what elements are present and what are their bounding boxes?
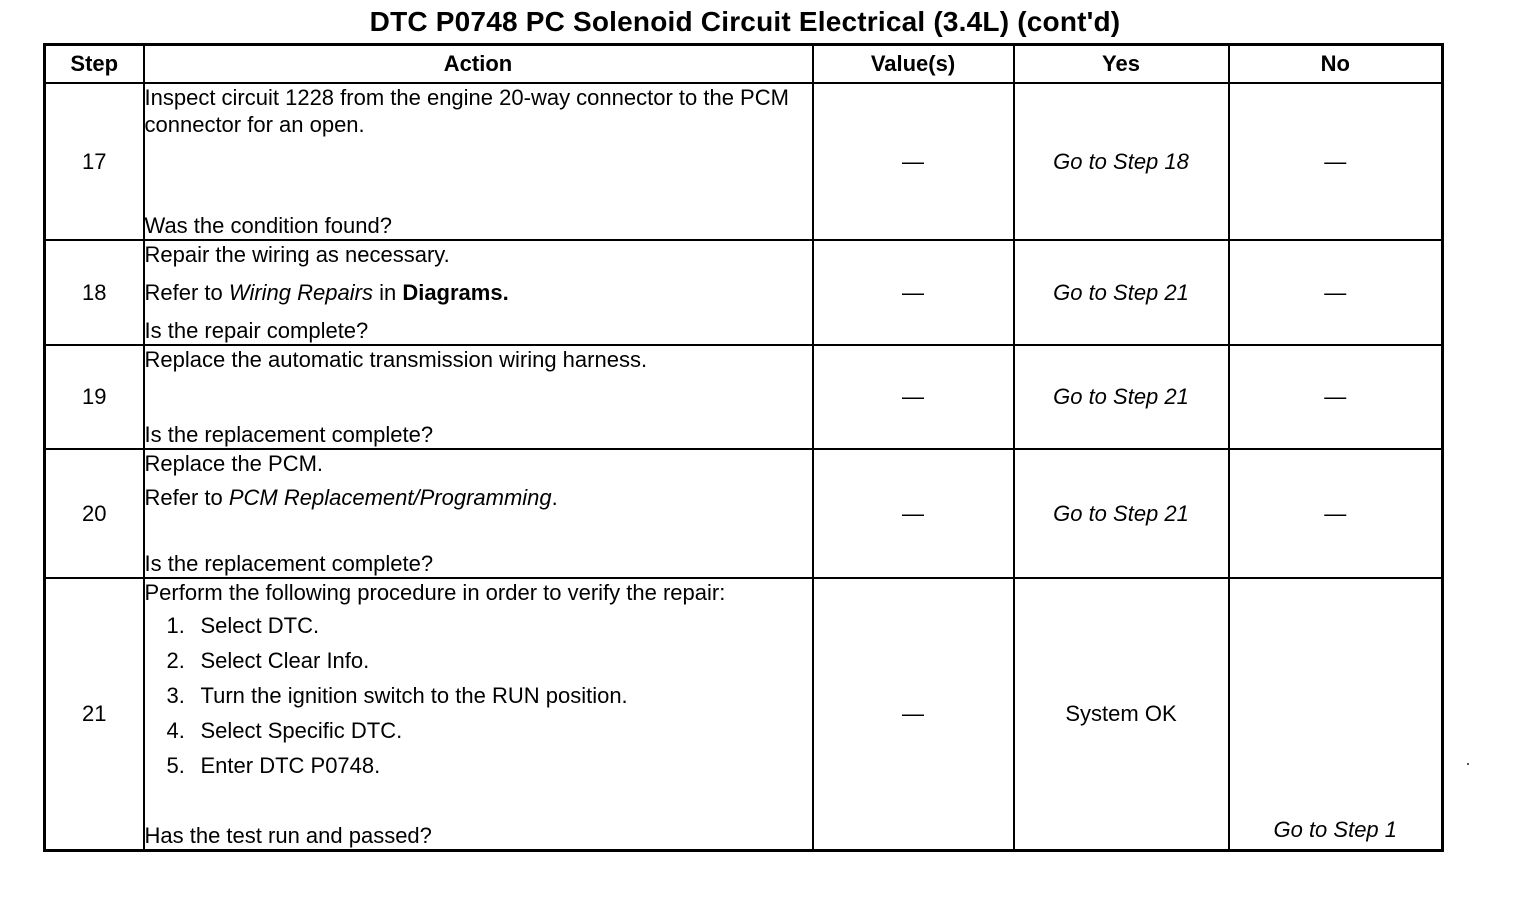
action-cell xyxy=(144,240,813,345)
table-row-step-20 xyxy=(45,449,1443,578)
header-action: Action xyxy=(144,45,813,84)
yes-link[interactable]: Go to Step 21 xyxy=(1014,240,1229,345)
step-number: 19 xyxy=(45,345,144,449)
table-row-step-21 xyxy=(45,578,1443,850)
list-item: 3. Turn the ignition switch to the RUN position. xyxy=(166,683,628,708)
action-cell xyxy=(144,449,813,578)
value-cell: — xyxy=(813,578,1014,850)
table-row-step-19 xyxy=(45,345,1443,449)
value-cell: — xyxy=(813,240,1014,345)
yes-link[interactable]: Go to Step 18 xyxy=(1014,83,1229,240)
table-header-row xyxy=(45,45,1443,84)
list-item: 5. Enter DTC P0748. xyxy=(166,753,381,778)
refer-link[interactable]: Wiring Repairs xyxy=(228,280,373,305)
no-cell: — xyxy=(1229,345,1443,449)
procedure-list xyxy=(145,612,812,779)
table-row-step-18 xyxy=(45,240,1443,345)
action-question: Was the condition found? xyxy=(144,213,392,238)
yes-result: System OK xyxy=(1014,578,1229,850)
no-cell: — xyxy=(1229,449,1443,578)
value-cell: — xyxy=(813,449,1014,578)
page-title: DTC P0748 PC Solenoid Circuit Electrical (3.4L) (cont'd) xyxy=(369,6,1121,37)
table-row-step-17 xyxy=(45,83,1443,240)
step-number: 20 xyxy=(45,449,144,578)
yes-link[interactable]: Go to Step 21 xyxy=(1014,345,1229,449)
action-text: Perform the following procedure in order to verify the repair: xyxy=(144,580,726,605)
action-refer: Refer to Wiring Repairs in Diagrams. xyxy=(144,280,509,305)
list-item: 4. Select Specific DTC. xyxy=(166,718,403,743)
action-cell xyxy=(144,345,813,449)
action-text: Replace the PCM. xyxy=(144,451,324,476)
no-cell: — xyxy=(1229,83,1443,240)
header-step: Step xyxy=(45,45,144,84)
action-text: Replace the automatic transmission wiring harness. xyxy=(144,347,648,372)
header-yes: Yes xyxy=(1014,45,1229,84)
list-item: 2. Select Clear Info. xyxy=(166,648,370,673)
action-question: Is the repair complete? xyxy=(144,318,369,343)
no-cell: — xyxy=(1229,240,1443,345)
diagnostic-table xyxy=(43,43,1444,852)
action-cell xyxy=(144,578,813,850)
step-number: 21 xyxy=(45,578,144,850)
action-cell xyxy=(144,83,813,240)
yes-link[interactable]: Go to Step 21 xyxy=(1014,449,1229,578)
list-item: 1. Select DTC. xyxy=(166,613,320,638)
value-cell: — xyxy=(813,83,1014,240)
action-text: Repair the wiring as necessary. xyxy=(144,242,450,267)
action-question: Is the replacement complete? xyxy=(144,551,434,576)
no-link[interactable]: Go to Step 1 xyxy=(1229,578,1443,850)
step-number: 18 xyxy=(45,240,144,345)
action-question: Is the replacement complete? xyxy=(144,422,434,447)
scan-speck xyxy=(1467,763,1469,765)
value-cell: — xyxy=(813,345,1014,449)
step-number: 17 xyxy=(45,83,144,240)
action-question: Has the test run and passed? xyxy=(144,822,432,848)
header-values: Value(s) xyxy=(813,45,1014,84)
header-no: No xyxy=(1229,45,1443,84)
refer-link[interactable]: PCM Replacement/Programming xyxy=(228,485,552,510)
action-refer: Refer to PCM Replacement/Programming. xyxy=(144,485,558,510)
action-text: Inspect circuit 1228 from the engine 20-way connector to the PCM connector for an open. xyxy=(144,85,789,137)
